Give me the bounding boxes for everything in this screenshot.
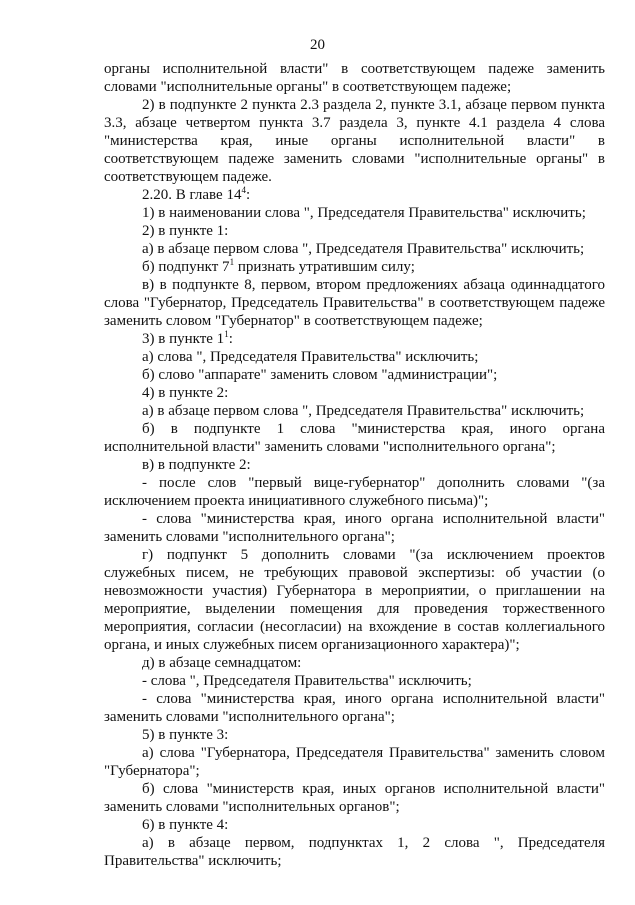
paragraph-text: а) слова ", Председателя Правительства" исключить; bbox=[142, 349, 479, 365]
paragraph-p12 bbox=[104, 384, 605, 402]
paragraph-text: 5) в пункте 3: bbox=[142, 727, 229, 743]
paragraph-p16 bbox=[104, 474, 605, 510]
paragraph-p3 bbox=[104, 186, 605, 204]
paragraph-text: д) в абзаце семнадцатом: bbox=[142, 655, 302, 671]
paragraph-p22 bbox=[104, 726, 605, 744]
paragraph-p14 bbox=[104, 420, 605, 456]
paragraph-p5 bbox=[104, 222, 605, 240]
paragraph-p4 bbox=[104, 204, 605, 222]
paragraph-p26 bbox=[104, 834, 605, 870]
paragraph-text: г) подпункт 5 дополнить словами "(за исключением проектов служебных писем, не требующих правовой экспертизы: об участии (о невозможности участия) Губернатора в мероприятии, о приглашении на мероприятие, выделении помещения для проведения торжественного мероприятия, согласии (несогласии) на вхождение в состав коллегиального органа, и иных служебных писем организационного характера)"; bbox=[104, 547, 605, 653]
paragraph-text: б) в подпункте 1 слова "министерства края, иного органа исполнительной власти" заменить словами "исполнительного органа"; bbox=[104, 421, 605, 455]
paragraph-text: в) в подпункте 2: bbox=[142, 457, 251, 473]
paragraph-p2 bbox=[104, 96, 605, 186]
paragraph-text: б) слово "аппарате" заменить словом "администрации"; bbox=[142, 367, 498, 383]
paragraph-p13 bbox=[104, 402, 605, 420]
paragraph-text: 6) в пункте 4: bbox=[142, 817, 229, 833]
paragraph-text-tail: : bbox=[245, 187, 251, 203]
paragraph-p23 bbox=[104, 744, 605, 780]
paragraph-p19 bbox=[104, 654, 605, 672]
paragraph-p9 bbox=[104, 330, 605, 348]
paragraph-p11 bbox=[104, 366, 605, 384]
paragraph-text: - после слов "первый вице-губернатор" дополнить словами "(за исключением проекта инициативного служебного письма)"; bbox=[104, 475, 605, 509]
paragraph-p10 bbox=[104, 348, 605, 366]
paragraph-p8 bbox=[104, 276, 605, 330]
paragraph-text: а) в абзаце первом, подпунктах 1, 2 слова ", Председателя Правительства" исключить; bbox=[104, 835, 605, 869]
paragraph-text: б) слова "министерств края, иных органов исполнительной власти" заменить словами "исполнительных органов"; bbox=[104, 781, 605, 815]
paragraph-p18 bbox=[104, 546, 605, 654]
paragraph-p7 bbox=[104, 258, 605, 276]
paragraph-text: в) в подпункте 8, первом, втором предложениях абзаца одиннадцатого слова "Губернатор, Председатель Правительства" в соответствующем падеже заменить словом "Губернатор" в соответствующем падеже; bbox=[104, 277, 605, 329]
paragraph-p24 bbox=[104, 780, 605, 816]
paragraph-text: 2.20. В главе 14 bbox=[142, 187, 242, 203]
paragraph-p1 bbox=[104, 60, 605, 96]
paragraph-text: - слова "министерства края, иного органа исполнительной власти" заменить словами "исполнительного органа"; bbox=[104, 511, 605, 545]
paragraph-text: а) слова "Губернатора, Председателя Правительства" заменить словом "Губернатора"; bbox=[104, 745, 605, 779]
page-number: 20 bbox=[310, 37, 325, 53]
paragraph-text: 3) в пункте 1 bbox=[142, 331, 225, 347]
superscript: 1 bbox=[224, 329, 229, 339]
paragraph-text: а) в абзаце первом слова ", Председателя Правительства" исключить; bbox=[142, 241, 585, 257]
paragraph-p25 bbox=[104, 816, 605, 834]
paragraph-text-tail: признать утратившим силу; bbox=[234, 259, 415, 275]
paragraph-p6 bbox=[104, 240, 605, 258]
paragraph-p15 bbox=[104, 456, 605, 474]
paragraph-text: 2) в подпункте 2 пункта 2.3 раздела 2, пункте 3.1, абзаце первом пункта 3.3, абзаце четвертом пункта 3.7 раздела 3, пункте 4.1 раздела 4 слова "министерства края, иные органы исполнительной власти" в соответствующем падеже заменить словами "исполнительные органы" в соответствующем падеже. bbox=[104, 97, 605, 185]
paragraph-text: 4) в пункте 2: bbox=[142, 385, 229, 401]
paragraph-text-tail: : bbox=[228, 331, 233, 347]
paragraph-p17 bbox=[104, 510, 605, 546]
paragraph-text: б) подпункт 7 bbox=[142, 259, 230, 275]
paragraph-text: 1) в наименовании слова ", Председателя Правительства" исключить; bbox=[142, 205, 586, 221]
paragraph-text: - слова ", Председателя Правительства" исключить; bbox=[142, 673, 472, 689]
paragraph-p21 bbox=[104, 690, 605, 726]
paragraph-p20 bbox=[104, 672, 605, 690]
document-body bbox=[104, 60, 605, 870]
paragraph-text: органы исполнительной власти" в соответствующем падеже заменить словами "исполнительные органы" в соответствующем падеже; bbox=[104, 61, 605, 95]
paragraph-text: - слова "министерства края, иного органа исполнительной власти" заменить словами "исполнительного органа"; bbox=[104, 691, 605, 725]
paragraph-text: 2) в пункте 1: bbox=[142, 223, 229, 239]
superscript: 4 bbox=[241, 185, 246, 195]
paragraph-text: а) в абзаце первом слова ", Председателя Правительства" исключить; bbox=[142, 403, 585, 419]
superscript: 1 bbox=[229, 257, 235, 267]
